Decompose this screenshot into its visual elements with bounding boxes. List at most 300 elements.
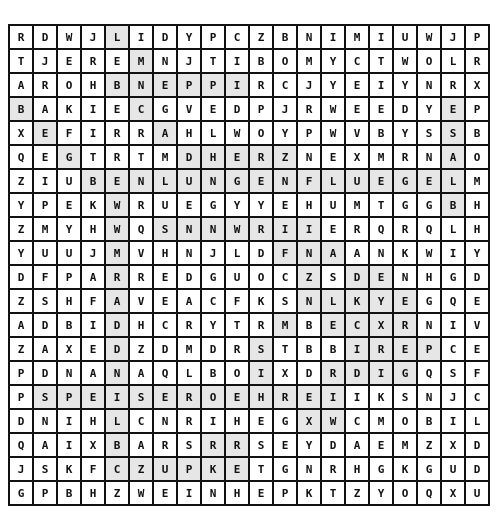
letter-cell[interactable]: L bbox=[442, 218, 466, 242]
letter-cell[interactable]: P bbox=[202, 26, 226, 50]
letter-cell[interactable]: E bbox=[274, 434, 298, 458]
letter-cell[interactable]: X bbox=[274, 362, 298, 386]
letter-cell[interactable]: I bbox=[82, 98, 106, 122]
letter-cell[interactable]: P bbox=[466, 26, 490, 50]
letter-cell[interactable]: U bbox=[34, 242, 58, 266]
letter-cell[interactable]: I bbox=[370, 362, 394, 386]
letter-cell[interactable]: I bbox=[370, 74, 394, 98]
letter-cell[interactable]: G bbox=[202, 266, 226, 290]
letter-cell[interactable]: O bbox=[394, 482, 418, 506]
letter-cell[interactable]: J bbox=[442, 26, 466, 50]
letter-cell[interactable]: T bbox=[250, 458, 274, 482]
letter-cell[interactable]: A bbox=[34, 434, 58, 458]
letter-cell[interactable]: Y bbox=[226, 194, 250, 218]
letter-cell[interactable]: N bbox=[154, 50, 178, 74]
letter-cell[interactable]: E bbox=[226, 146, 250, 170]
letter-cell[interactable]: P bbox=[178, 458, 202, 482]
letter-cell[interactable]: H bbox=[58, 290, 82, 314]
letter-cell[interactable]: I bbox=[250, 362, 274, 386]
letter-cell[interactable]: L bbox=[106, 26, 130, 50]
letter-cell[interactable]: U bbox=[154, 194, 178, 218]
letter-cell[interactable]: G bbox=[418, 194, 442, 218]
letter-cell[interactable]: O bbox=[250, 122, 274, 146]
letter-cell[interactable]: D bbox=[466, 266, 490, 290]
letter-cell[interactable]: R bbox=[10, 26, 34, 50]
letter-cell[interactable]: Z bbox=[10, 290, 34, 314]
letter-cell[interactable]: E bbox=[106, 50, 130, 74]
letter-cell[interactable]: S bbox=[250, 434, 274, 458]
letter-cell[interactable]: T bbox=[226, 314, 250, 338]
letter-cell[interactable]: C bbox=[442, 338, 466, 362]
letter-cell[interactable]: N bbox=[154, 410, 178, 434]
letter-cell[interactable]: P bbox=[418, 338, 442, 362]
letter-cell[interactable]: S bbox=[418, 122, 442, 146]
letter-cell[interactable]: Q bbox=[418, 482, 442, 506]
letter-cell[interactable]: D bbox=[250, 242, 274, 266]
letter-cell[interactable]: R bbox=[442, 74, 466, 98]
letter-cell[interactable]: I bbox=[346, 338, 370, 362]
letter-cell[interactable]: P bbox=[202, 74, 226, 98]
letter-cell[interactable]: R bbox=[394, 314, 418, 338]
letter-cell[interactable]: B bbox=[202, 362, 226, 386]
letter-cell[interactable]: E bbox=[370, 266, 394, 290]
letter-cell[interactable]: D bbox=[10, 410, 34, 434]
letter-cell[interactable]: N bbox=[34, 410, 58, 434]
letter-cell[interactable]: N bbox=[298, 290, 322, 314]
letter-cell[interactable]: G bbox=[418, 290, 442, 314]
letter-cell[interactable]: U bbox=[442, 458, 466, 482]
letter-cell[interactable]: R bbox=[34, 74, 58, 98]
letter-cell[interactable]: D bbox=[322, 434, 346, 458]
letter-cell[interactable]: K bbox=[202, 458, 226, 482]
letter-cell[interactable]: W bbox=[106, 194, 130, 218]
letter-cell[interactable]: D bbox=[154, 26, 178, 50]
letter-cell[interactable]: P bbox=[34, 194, 58, 218]
letter-cell[interactable]: E bbox=[370, 170, 394, 194]
letter-cell[interactable]: H bbox=[82, 410, 106, 434]
letter-cell[interactable]: K bbox=[394, 242, 418, 266]
letter-cell[interactable]: R bbox=[178, 410, 202, 434]
letter-cell[interactable]: U bbox=[226, 266, 250, 290]
letter-cell[interactable]: H bbox=[130, 314, 154, 338]
letter-cell[interactable]: D bbox=[10, 266, 34, 290]
letter-cell[interactable]: E bbox=[442, 98, 466, 122]
letter-cell[interactable]: F bbox=[226, 290, 250, 314]
letter-cell[interactable]: R bbox=[322, 458, 346, 482]
letter-cell[interactable]: M bbox=[178, 338, 202, 362]
letter-cell[interactable]: I bbox=[226, 50, 250, 74]
letter-cell[interactable]: W bbox=[106, 218, 130, 242]
letter-cell[interactable]: W bbox=[418, 26, 442, 50]
letter-cell[interactable]: C bbox=[106, 458, 130, 482]
letter-cell[interactable]: R bbox=[178, 314, 202, 338]
letter-cell[interactable]: R bbox=[322, 362, 346, 386]
letter-cell[interactable]: A bbox=[130, 362, 154, 386]
letter-cell[interactable]: B bbox=[442, 194, 466, 218]
letter-cell[interactable]: A bbox=[346, 434, 370, 458]
letter-cell[interactable]: E bbox=[250, 482, 274, 506]
letter-cell[interactable]: B bbox=[274, 26, 298, 50]
letter-cell[interactable]: E bbox=[154, 290, 178, 314]
letter-cell[interactable]: J bbox=[10, 458, 34, 482]
letter-cell[interactable]: E bbox=[58, 50, 82, 74]
letter-cell[interactable]: E bbox=[154, 386, 178, 410]
letter-cell[interactable]: A bbox=[34, 98, 58, 122]
letter-cell[interactable]: E bbox=[202, 98, 226, 122]
letter-cell[interactable]: W bbox=[226, 122, 250, 146]
letter-cell[interactable]: Y bbox=[250, 194, 274, 218]
letter-cell[interactable]: R bbox=[178, 386, 202, 410]
letter-cell[interactable]: G bbox=[274, 458, 298, 482]
letter-cell[interactable]: R bbox=[226, 434, 250, 458]
letter-cell[interactable]: C bbox=[274, 266, 298, 290]
letter-cell[interactable]: Z bbox=[10, 338, 34, 362]
letter-cell[interactable]: G bbox=[154, 98, 178, 122]
letter-cell[interactable]: Y bbox=[394, 122, 418, 146]
letter-cell[interactable]: S bbox=[178, 434, 202, 458]
letter-cell[interactable]: D bbox=[34, 314, 58, 338]
letter-cell[interactable]: X bbox=[298, 410, 322, 434]
letter-cell[interactable]: E bbox=[250, 170, 274, 194]
letter-cell[interactable]: Z bbox=[298, 266, 322, 290]
letter-cell[interactable]: R bbox=[82, 50, 106, 74]
letter-cell[interactable]: L bbox=[178, 362, 202, 386]
letter-cell[interactable]: D bbox=[34, 362, 58, 386]
letter-cell[interactable]: D bbox=[346, 266, 370, 290]
letter-cell[interactable]: Y bbox=[466, 242, 490, 266]
letter-cell[interactable]: N bbox=[370, 242, 394, 266]
letter-cell[interactable]: S bbox=[154, 218, 178, 242]
letter-cell[interactable]: Z bbox=[250, 26, 274, 50]
letter-cell[interactable]: B bbox=[58, 482, 82, 506]
letter-cell[interactable]: E bbox=[466, 290, 490, 314]
letter-cell[interactable]: X bbox=[82, 434, 106, 458]
letter-cell[interactable]: O bbox=[466, 146, 490, 170]
letter-cell[interactable]: Z bbox=[106, 482, 130, 506]
letter-cell[interactable]: F bbox=[34, 266, 58, 290]
letter-cell[interactable]: E bbox=[226, 458, 250, 482]
letter-cell[interactable]: A bbox=[10, 314, 34, 338]
letter-cell[interactable]: Q bbox=[418, 362, 442, 386]
letter-cell[interactable]: Z bbox=[346, 482, 370, 506]
letter-cell[interactable]: N bbox=[202, 218, 226, 242]
letter-cell[interactable]: D bbox=[178, 146, 202, 170]
letter-cell[interactable]: N bbox=[298, 242, 322, 266]
letter-cell[interactable]: A bbox=[178, 290, 202, 314]
letter-cell[interactable]: G bbox=[58, 146, 82, 170]
letter-cell[interactable]: Y bbox=[58, 218, 82, 242]
letter-cell[interactable]: M bbox=[370, 410, 394, 434]
letter-cell[interactable]: Z bbox=[274, 146, 298, 170]
letter-cell[interactable]: T bbox=[202, 50, 226, 74]
letter-cell[interactable]: T bbox=[130, 146, 154, 170]
letter-cell[interactable]: X bbox=[442, 434, 466, 458]
letter-cell[interactable]: A bbox=[442, 146, 466, 170]
letter-cell[interactable]: Z bbox=[130, 458, 154, 482]
letter-cell[interactable]: V bbox=[130, 242, 154, 266]
letter-cell[interactable]: E bbox=[346, 74, 370, 98]
letter-cell[interactable]: H bbox=[178, 122, 202, 146]
letter-cell[interactable]: S bbox=[34, 386, 58, 410]
letter-cell[interactable]: S bbox=[274, 290, 298, 314]
letter-cell[interactable]: Q bbox=[10, 146, 34, 170]
letter-cell[interactable]: G bbox=[418, 458, 442, 482]
letter-cell[interactable]: P bbox=[10, 362, 34, 386]
letter-cell[interactable]: I bbox=[322, 26, 346, 50]
letter-cell[interactable]: E bbox=[322, 146, 346, 170]
letter-cell[interactable]: E bbox=[370, 434, 394, 458]
letter-cell[interactable]: E bbox=[154, 482, 178, 506]
letter-cell[interactable]: H bbox=[250, 386, 274, 410]
letter-cell[interactable]: I bbox=[82, 122, 106, 146]
letter-cell[interactable]: I bbox=[298, 218, 322, 242]
letter-cell[interactable]: K bbox=[346, 290, 370, 314]
letter-cell[interactable]: I bbox=[82, 314, 106, 338]
letter-cell[interactable]: S bbox=[322, 266, 346, 290]
letter-cell[interactable]: S bbox=[250, 338, 274, 362]
letter-cell[interactable]: C bbox=[346, 410, 370, 434]
letter-cell[interactable]: A bbox=[34, 338, 58, 362]
letter-cell[interactable]: B bbox=[58, 314, 82, 338]
letter-cell[interactable]: U bbox=[466, 482, 490, 506]
letter-cell[interactable]: B bbox=[466, 122, 490, 146]
letter-cell[interactable]: T bbox=[322, 482, 346, 506]
letter-cell[interactable]: R bbox=[106, 266, 130, 290]
letter-cell[interactable]: F bbox=[82, 290, 106, 314]
letter-cell[interactable]: R bbox=[106, 146, 130, 170]
letter-cell[interactable]: X bbox=[466, 74, 490, 98]
letter-cell[interactable]: R bbox=[370, 338, 394, 362]
letter-cell[interactable]: I bbox=[58, 410, 82, 434]
letter-cell[interactable]: S bbox=[394, 386, 418, 410]
letter-cell[interactable]: K bbox=[58, 458, 82, 482]
letter-cell[interactable]: Q bbox=[10, 434, 34, 458]
letter-cell[interactable]: B bbox=[298, 338, 322, 362]
letter-cell[interactable]: T bbox=[82, 146, 106, 170]
letter-cell[interactable]: W bbox=[394, 50, 418, 74]
letter-cell[interactable]: V bbox=[466, 314, 490, 338]
letter-cell[interactable]: K bbox=[82, 194, 106, 218]
letter-cell[interactable]: L bbox=[442, 170, 466, 194]
letter-cell[interactable]: Q bbox=[418, 218, 442, 242]
letter-cell[interactable]: E bbox=[154, 266, 178, 290]
letter-cell[interactable]: L bbox=[106, 410, 130, 434]
letter-cell[interactable]: V bbox=[346, 122, 370, 146]
letter-cell[interactable]: I bbox=[226, 74, 250, 98]
letter-cell[interactable]: V bbox=[130, 290, 154, 314]
letter-cell[interactable]: U bbox=[58, 170, 82, 194]
letter-cell[interactable]: I bbox=[202, 410, 226, 434]
letter-cell[interactable]: E bbox=[106, 98, 130, 122]
letter-cell[interactable]: D bbox=[178, 266, 202, 290]
letter-cell[interactable]: A bbox=[106, 290, 130, 314]
letter-cell[interactable]: N bbox=[298, 26, 322, 50]
letter-cell[interactable]: F bbox=[58, 122, 82, 146]
letter-cell[interactable]: H bbox=[466, 218, 490, 242]
letter-cell[interactable]: N bbox=[274, 170, 298, 194]
letter-cell[interactable]: L bbox=[322, 170, 346, 194]
letter-cell[interactable]: E bbox=[394, 338, 418, 362]
letter-cell[interactable]: H bbox=[226, 410, 250, 434]
letter-cell[interactable]: Y bbox=[298, 434, 322, 458]
letter-cell[interactable]: P bbox=[250, 98, 274, 122]
letter-cell[interactable]: E bbox=[178, 194, 202, 218]
letter-cell[interactable]: B bbox=[82, 170, 106, 194]
letter-cell[interactable]: E bbox=[274, 194, 298, 218]
letter-cell[interactable]: N bbox=[298, 146, 322, 170]
letter-cell[interactable]: P bbox=[58, 386, 82, 410]
letter-cell[interactable]: T bbox=[10, 50, 34, 74]
letter-cell[interactable]: S bbox=[34, 290, 58, 314]
letter-cell[interactable]: D bbox=[106, 338, 130, 362]
letter-cell[interactable]: R bbox=[394, 218, 418, 242]
letter-cell[interactable]: E bbox=[322, 314, 346, 338]
letter-cell[interactable]: U bbox=[58, 242, 82, 266]
letter-cell[interactable]: J bbox=[82, 26, 106, 50]
letter-cell[interactable]: H bbox=[418, 266, 442, 290]
letter-cell[interactable]: K bbox=[58, 98, 82, 122]
letter-cell[interactable]: W bbox=[322, 410, 346, 434]
letter-cell[interactable]: I bbox=[178, 482, 202, 506]
letter-cell[interactable]: Z bbox=[130, 338, 154, 362]
letter-cell[interactable]: G bbox=[274, 410, 298, 434]
letter-cell[interactable]: I bbox=[106, 386, 130, 410]
letter-cell[interactable]: C bbox=[346, 50, 370, 74]
letter-cell[interactable]: O bbox=[202, 386, 226, 410]
letter-cell[interactable]: P bbox=[274, 482, 298, 506]
letter-cell[interactable]: M bbox=[130, 50, 154, 74]
letter-cell[interactable]: O bbox=[394, 410, 418, 434]
letter-cell[interactable]: R bbox=[466, 50, 490, 74]
letter-cell[interactable]: Y bbox=[322, 50, 346, 74]
letter-cell[interactable]: L bbox=[466, 410, 490, 434]
letter-cell[interactable]: A bbox=[10, 74, 34, 98]
letter-cell[interactable]: J bbox=[298, 74, 322, 98]
letter-cell[interactable]: I bbox=[130, 26, 154, 50]
letter-cell[interactable]: J bbox=[34, 50, 58, 74]
letter-cell[interactable]: I bbox=[58, 434, 82, 458]
letter-cell[interactable]: H bbox=[346, 458, 370, 482]
letter-cell[interactable]: H bbox=[82, 482, 106, 506]
letter-cell[interactable]: M bbox=[346, 194, 370, 218]
letter-cell[interactable]: S bbox=[442, 362, 466, 386]
letter-cell[interactable]: J bbox=[274, 98, 298, 122]
letter-cell[interactable]: A bbox=[82, 266, 106, 290]
letter-cell[interactable]: Y bbox=[10, 194, 34, 218]
letter-cell[interactable]: F bbox=[82, 458, 106, 482]
letter-cell[interactable]: W bbox=[418, 242, 442, 266]
letter-cell[interactable]: C bbox=[130, 98, 154, 122]
letter-cell[interactable]: P bbox=[298, 122, 322, 146]
letter-cell[interactable]: W bbox=[322, 122, 346, 146]
letter-cell[interactable]: J bbox=[202, 242, 226, 266]
letter-cell[interactable]: N bbox=[298, 458, 322, 482]
letter-cell[interactable]: G bbox=[394, 170, 418, 194]
letter-cell[interactable]: O bbox=[274, 50, 298, 74]
letter-cell[interactable]: O bbox=[250, 266, 274, 290]
letter-cell[interactable]: H bbox=[82, 74, 106, 98]
letter-cell[interactable]: N bbox=[130, 170, 154, 194]
letter-cell[interactable]: H bbox=[202, 146, 226, 170]
letter-cell[interactable]: D bbox=[346, 362, 370, 386]
letter-cell[interactable]: H bbox=[154, 242, 178, 266]
letter-cell[interactable]: I bbox=[274, 218, 298, 242]
letter-cell[interactable]: E bbox=[226, 386, 250, 410]
letter-cell[interactable]: J bbox=[178, 50, 202, 74]
letter-cell[interactable]: H bbox=[82, 218, 106, 242]
letter-cell[interactable]: R bbox=[226, 338, 250, 362]
letter-cell[interactable]: E bbox=[250, 410, 274, 434]
letter-cell[interactable]: D bbox=[34, 26, 58, 50]
letter-cell[interactable]: Q bbox=[154, 362, 178, 386]
letter-cell[interactable]: Y bbox=[10, 242, 34, 266]
letter-cell[interactable]: D bbox=[154, 338, 178, 362]
letter-cell[interactable]: R bbox=[154, 434, 178, 458]
letter-cell[interactable]: N bbox=[202, 170, 226, 194]
letter-cell[interactable]: Q bbox=[130, 218, 154, 242]
letter-cell[interactable]: I bbox=[322, 386, 346, 410]
letter-cell[interactable]: L bbox=[322, 290, 346, 314]
letter-cell[interactable]: R bbox=[346, 218, 370, 242]
letter-cell[interactable]: X bbox=[58, 338, 82, 362]
letter-cell[interactable]: A bbox=[82, 362, 106, 386]
letter-cell[interactable]: K bbox=[298, 482, 322, 506]
letter-cell[interactable]: R bbox=[130, 266, 154, 290]
letter-cell[interactable]: K bbox=[370, 386, 394, 410]
letter-cell[interactable]: A bbox=[322, 242, 346, 266]
letter-cell[interactable]: E bbox=[466, 338, 490, 362]
letter-cell[interactable]: Z bbox=[10, 170, 34, 194]
letter-cell[interactable]: C bbox=[130, 410, 154, 434]
letter-cell[interactable]: P bbox=[178, 74, 202, 98]
letter-cell[interactable]: I bbox=[346, 386, 370, 410]
letter-cell[interactable]: C bbox=[202, 290, 226, 314]
letter-cell[interactable]: U bbox=[322, 194, 346, 218]
letter-cell[interactable]: Y bbox=[370, 482, 394, 506]
letter-cell[interactable]: B bbox=[370, 122, 394, 146]
letter-cell[interactable]: R bbox=[202, 434, 226, 458]
letter-cell[interactable]: I bbox=[370, 26, 394, 50]
letter-cell[interactable]: R bbox=[130, 194, 154, 218]
letter-cell[interactable]: O bbox=[418, 50, 442, 74]
letter-cell[interactable]: V bbox=[178, 98, 202, 122]
letter-cell[interactable]: L bbox=[442, 50, 466, 74]
letter-cell[interactable]: R bbox=[106, 122, 130, 146]
letter-cell[interactable]: T bbox=[274, 338, 298, 362]
letter-cell[interactable]: A bbox=[346, 242, 370, 266]
letter-cell[interactable]: S bbox=[442, 122, 466, 146]
letter-cell[interactable]: U bbox=[394, 26, 418, 50]
letter-cell[interactable]: G bbox=[226, 170, 250, 194]
letter-cell[interactable]: W bbox=[130, 482, 154, 506]
letter-cell[interactable]: B bbox=[298, 314, 322, 338]
letter-cell[interactable]: D bbox=[202, 338, 226, 362]
letter-cell[interactable]: X bbox=[346, 146, 370, 170]
letter-cell[interactable]: B bbox=[106, 434, 130, 458]
letter-cell[interactable]: S bbox=[130, 386, 154, 410]
letter-cell[interactable]: G bbox=[394, 362, 418, 386]
letter-cell[interactable]: U bbox=[178, 170, 202, 194]
letter-cell[interactable]: B bbox=[322, 338, 346, 362]
letter-cell[interactable]: C bbox=[466, 386, 490, 410]
letter-cell[interactable]: X bbox=[10, 122, 34, 146]
letter-cell[interactable]: R bbox=[250, 146, 274, 170]
letter-cell[interactable]: Q bbox=[442, 290, 466, 314]
letter-cell[interactable]: R bbox=[250, 74, 274, 98]
letter-cell[interactable]: E bbox=[106, 170, 130, 194]
letter-cell[interactable]: A bbox=[154, 122, 178, 146]
letter-cell[interactable]: D bbox=[226, 98, 250, 122]
